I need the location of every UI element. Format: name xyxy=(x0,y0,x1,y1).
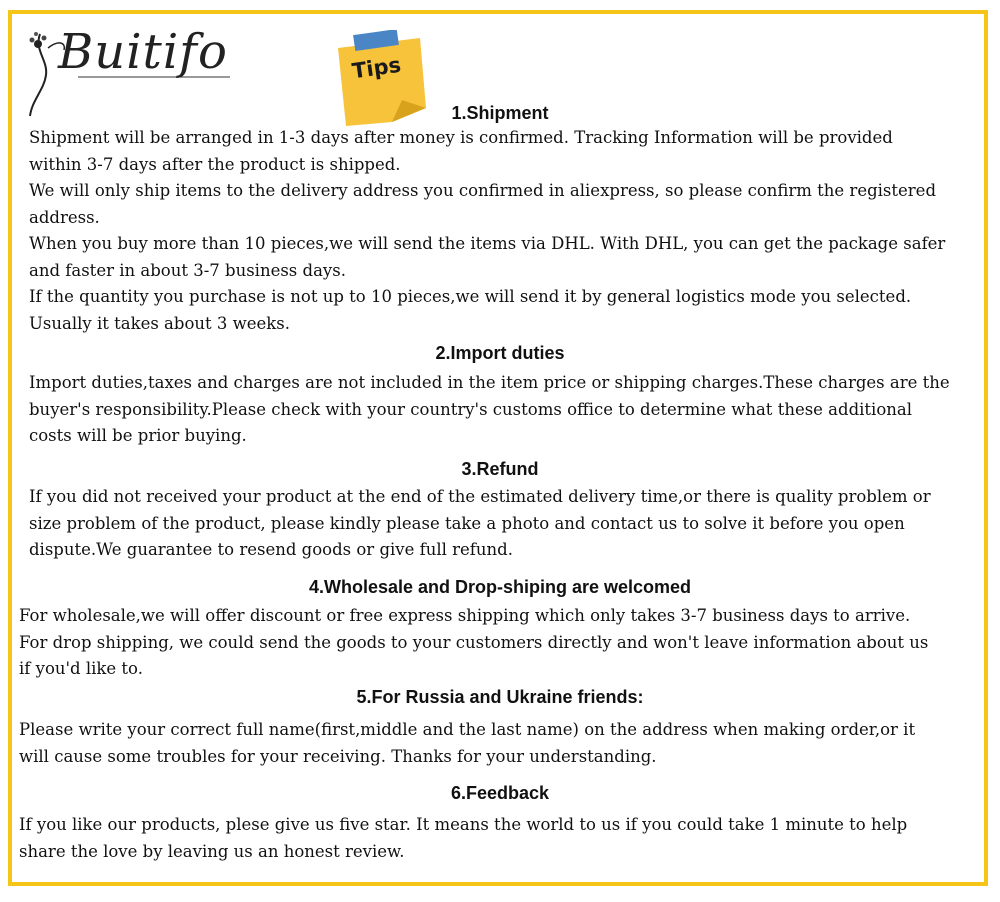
text-line: share the love by leaving us an honest review. xyxy=(19,841,405,861)
text-line: size problem of the product, please kindly please take a photo and contact us to solve it before you open xyxy=(29,513,905,533)
text-line: Import duties,taxes and charges are not included in the item price or shipping charges.These charges are the xyxy=(29,373,950,392)
text-line: Shipment will be arranged in 1-3 days after money is confirmed. Tracking Information will be provided xyxy=(29,128,893,147)
section-body-wholesale xyxy=(19,603,979,683)
text-line: We will only ship items to the delivery address you confirmed in aliexpress, so please confirm the registered xyxy=(29,181,937,200)
text-line: Please write your correct full name(first,middle and the last name) on the address when making order,or it xyxy=(19,720,916,739)
section-body-shipment xyxy=(29,125,984,337)
section-body-refund xyxy=(29,484,984,564)
text-line: For drop shipping, we could send the goods to your customers directly and won't leave information about us xyxy=(19,632,929,652)
tips-label: Tips xyxy=(350,52,403,84)
text-line: If you like our products, plese give us five star. It means the world to us if you could take 1 minute to help xyxy=(19,815,908,834)
text-line: within 3-7 days after the product is shipped. xyxy=(29,154,401,174)
section-body-feedback xyxy=(19,812,979,865)
text-line: address. xyxy=(29,207,100,227)
text-line: costs will be prior buying. xyxy=(29,426,247,445)
section-heading-russia-ukraine: 5.For Russia and Ukraine friends: xyxy=(356,687,644,707)
text-line: buyer's responsibility.Please check with your country's customs office to determine what these additional xyxy=(29,399,913,419)
section-body-russia-ukraine xyxy=(19,717,979,770)
section-heading-wholesale: 4.Wholesale and Drop-shiping are welcomed xyxy=(308,577,692,597)
text-line: dispute.We guarantee to resend goods or give full refund. xyxy=(29,540,513,559)
section-body-import-duties xyxy=(29,370,984,450)
text-line: When you buy more than 10 pieces,we will send the items via DHL. With DHL, you can get the package safer xyxy=(29,234,946,253)
text-line: Usually it takes about 3 weeks. xyxy=(29,313,290,333)
section-heading-shipment: 1.Shipment xyxy=(451,103,549,123)
text-line: If the quantity you purchase is not up to 10 pieces,we will send it by general logistics mode you selected. xyxy=(29,287,912,306)
text-line: and faster in about 3-7 business days. xyxy=(29,260,346,280)
text-line: If you did not received your product at the end of the estimated delivery time,or there is quality problem or xyxy=(29,487,931,506)
section-heading-feedback: 6.Feedback xyxy=(450,783,550,803)
brand-logo-text: Buitifo xyxy=(58,24,228,80)
section-heading-import-duties: 2.Import duties xyxy=(435,343,565,363)
section-heading-refund: 3.Refund xyxy=(461,459,539,479)
text-line: will cause some troubles for your receiving. Thanks for your understanding. xyxy=(19,746,657,766)
text-line: For wholesale,we will offer discount or free express shipping which only takes 3-7 business days to arrive. xyxy=(19,606,911,625)
text-line: if you'd like to. xyxy=(19,659,143,678)
